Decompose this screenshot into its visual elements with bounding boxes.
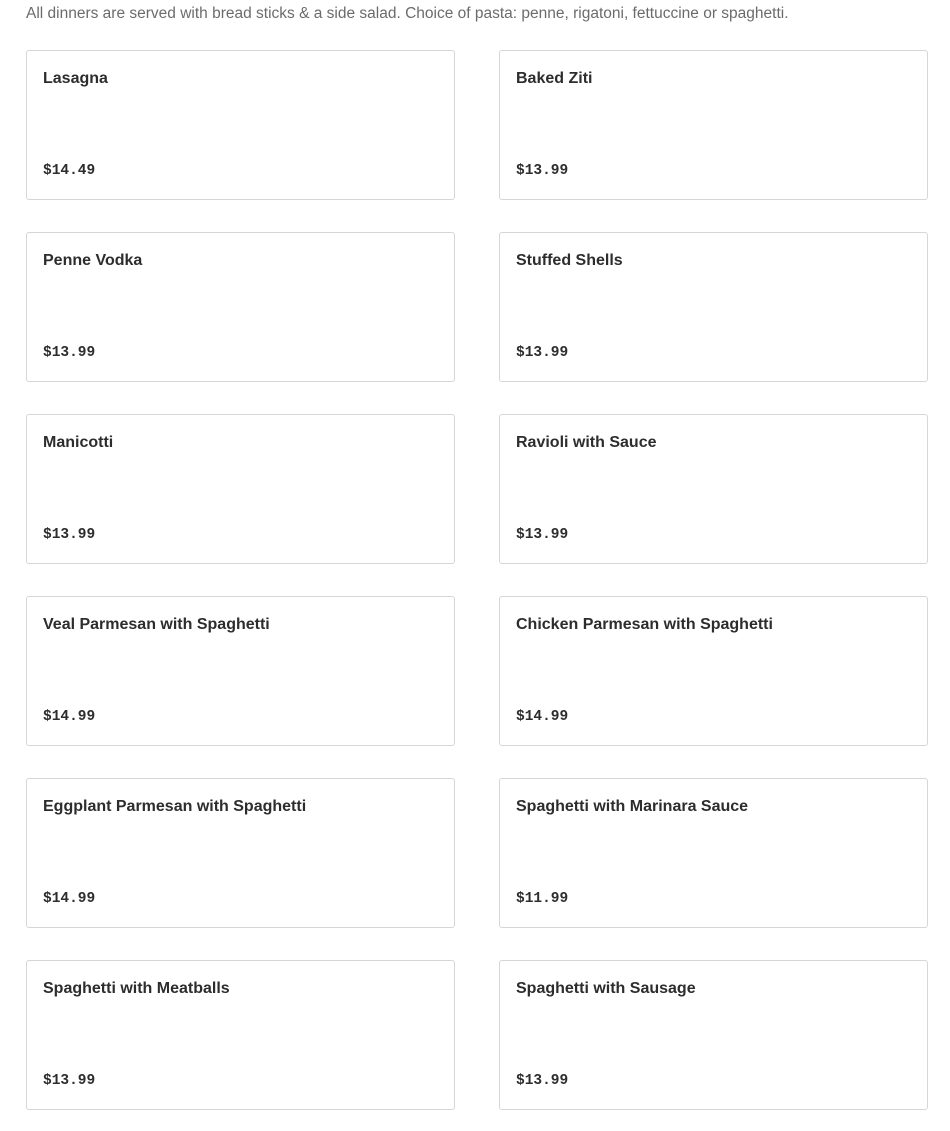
- menu-item-price: $14.49: [43, 163, 96, 179]
- menu-item-spaghetti-sausage[interactable]: [499, 960, 928, 1110]
- menu-item-lasagna[interactable]: [26, 50, 455, 200]
- menu-item-name: Chicken Parmesan with Spaghetti: [516, 616, 773, 633]
- menu-item-name: Lasagna: [43, 70, 108, 87]
- menu-item-price: $13.99: [516, 527, 569, 543]
- menu-item-name: Baked Ziti: [516, 70, 593, 87]
- section-description: All dinners are served with bread sticks & a side salad. Choice of pasta: penne, rigatoni, fettuccine or spaghetti.: [26, 5, 789, 22]
- menu-item-name: Spaghetti with Sausage: [516, 980, 696, 997]
- menu-item-price: $14.99: [43, 891, 96, 907]
- menu-item-name: Eggplant Parmesan with Spaghetti: [43, 798, 307, 815]
- menu-item-chicken-parmesan[interactable]: [499, 596, 928, 746]
- menu-item-ravioli-with-sauce[interactable]: [499, 414, 928, 564]
- menu-item-eggplant-parmesan[interactable]: [26, 778, 455, 928]
- menu-items-grid: [26, 50, 928, 1110]
- menu-item-name: Veal Parmesan with Spaghetti: [43, 616, 270, 633]
- menu-item-baked-ziti[interactable]: [499, 50, 928, 200]
- menu-item-name: Spaghetti with Meatballs: [43, 980, 230, 997]
- menu-item-price: $14.99: [43, 709, 96, 725]
- menu-item-price: $13.99: [516, 345, 569, 361]
- menu-item-price: $11.99: [516, 891, 569, 907]
- menu-item-penne-vodka[interactable]: [26, 232, 455, 382]
- menu-item-name: Manicotti: [43, 434, 114, 451]
- menu-item-spaghetti-marinara[interactable]: [499, 778, 928, 928]
- menu-item-price: $14.99: [516, 709, 569, 725]
- menu-item-veal-parmesan[interactable]: [26, 596, 455, 746]
- menu-item-price: $13.99: [516, 1073, 569, 1089]
- menu-item-stuffed-shells[interactable]: [499, 232, 928, 382]
- menu-item-name: Ravioli with Sauce: [516, 434, 657, 451]
- menu-item-price: $13.99: [43, 1073, 96, 1089]
- menu-item-name: Penne Vodka: [43, 252, 143, 269]
- menu-item-spaghetti-meatballs[interactable]: [26, 960, 455, 1110]
- menu-item-price: $13.99: [516, 163, 569, 179]
- menu-item-price: $13.99: [43, 527, 96, 543]
- menu-item-name: Spaghetti with Marinara Sauce: [516, 798, 749, 815]
- menu-item-name: Stuffed Shells: [516, 252, 623, 269]
- menu-item-price: $13.99: [43, 345, 96, 361]
- menu-item-manicotti[interactable]: [26, 414, 455, 564]
